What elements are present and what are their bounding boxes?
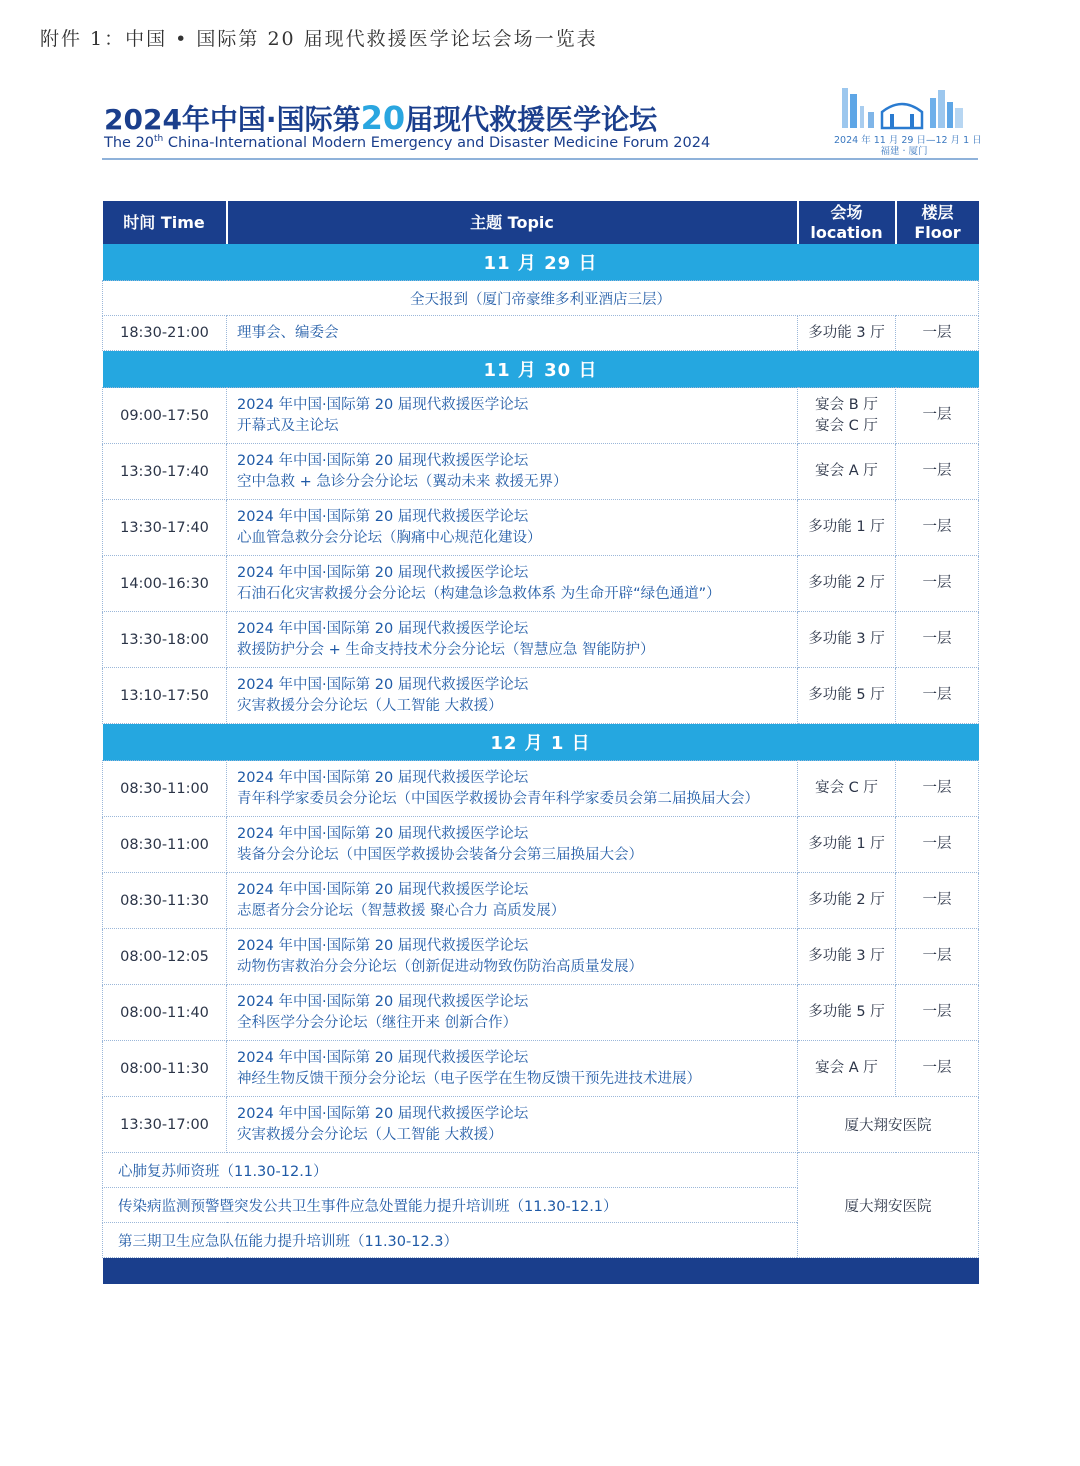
- venue-cell: 厦大翔安医院: [798, 1097, 979, 1153]
- training-cell: 心肺复苏师资班（11.30-12.1）: [103, 1153, 798, 1188]
- table-row: [103, 444, 979, 500]
- training-cell: 第三期卫生应急队伍能力提升培训班（11.30-12.3）: [103, 1223, 798, 1258]
- location-cell: 多功能 1 厅: [798, 817, 896, 873]
- location-cell: 多功能 5 厅: [798, 668, 896, 724]
- location-cell: 多功能 5 厅: [798, 985, 896, 1041]
- topic-cell: 2024 年中国·国际第 20 届现代救援医学论坛 空中急救 + 急诊分会分论坛（翼动未来 救援无界）: [227, 444, 798, 500]
- header-floor: 楼层 Floor: [896, 201, 979, 244]
- time-cell: 08:30-11:30: [103, 873, 227, 929]
- day-header: 12 月 1 日: [103, 724, 979, 761]
- time-cell: 13:10-17:50: [103, 668, 227, 724]
- banner-subtitle: The 20th China-International Modern Emergency and Disaster Medicine Forum 2024: [104, 134, 711, 151]
- floor-cell: 一层: [896, 612, 979, 668]
- location-cell: 宴会 A 厅: [798, 444, 896, 500]
- time-cell: 08:00-11:40: [103, 985, 227, 1041]
- table-row: [103, 281, 979, 316]
- location-cell: 多功能 3 厅: [798, 929, 896, 985]
- topic-cell: 2024 年中国·国际第 20 届现代救援医学论坛 神经生物反馈干预分会分论坛（电子医学在生物反馈干预先进技术进展）: [227, 1041, 798, 1097]
- topic-cell: 2024 年中国·国际第 20 届现代救援医学论坛 救援防护分会 + 生命支持技术分会分论坛（智慧应急 智能防护）: [227, 612, 798, 668]
- time-cell: 08:30-11:00: [103, 817, 227, 873]
- venue-cell: 厦大翔安医院: [798, 1153, 979, 1258]
- banner-place: 福建 · 厦门: [880, 146, 928, 157]
- topic-cell: 2024 年中国·国际第 20 届现代救援医学论坛 装备分会分论坛（中国医学救援协会装备分会第三届换届大会）: [227, 817, 798, 873]
- registration-cell: 全天报到（厦门帝豪维多利亚酒店三层）: [103, 281, 979, 316]
- time-cell: 13:30-17:40: [103, 500, 227, 556]
- location-cell: 多功能 2 厅: [798, 556, 896, 612]
- time-cell: 08:00-11:30: [103, 1041, 227, 1097]
- topic-cell: 2024 年中国·国际第 20 届现代救援医学论坛 心血管急救分会分论坛（胸痛中心规范化建设）: [227, 500, 798, 556]
- time-cell: 13:30-17:00: [103, 1097, 227, 1153]
- floor-cell: 一层: [896, 873, 979, 929]
- location-cell: 多功能 2 厅: [798, 873, 896, 929]
- topic-cell: 理事会、编委会: [227, 316, 798, 351]
- table-row: [103, 761, 979, 817]
- table-footer-bar: [103, 1258, 979, 1285]
- floor-cell: 一层: [896, 556, 979, 612]
- header-time: 时间 Time: [103, 201, 227, 244]
- floor-cell: 一层: [896, 1041, 979, 1097]
- table-row: [103, 500, 979, 556]
- floor-cell: 一层: [896, 761, 979, 817]
- time-cell: 09:00-17:50: [103, 388, 227, 444]
- time-cell: 13:30-18:00: [103, 612, 227, 668]
- floor-cell: 一层: [896, 985, 979, 1041]
- attachment-title: 附件 1：中国 • 国际第 20 届现代救援医学论坛会场一览表: [40, 28, 598, 50]
- table-row: [103, 668, 979, 724]
- location-cell: 宴会 B 厅 宴会 C 厅: [798, 388, 896, 444]
- floor-cell: 一层: [896, 316, 979, 351]
- location-cell: 多功能 3 厅: [798, 612, 896, 668]
- day-header: 11 月 30 日: [103, 351, 979, 388]
- forum-banner: [102, 82, 982, 160]
- time-cell: 08:30-11:00: [103, 761, 227, 817]
- topic-cell: 2024 年中国·国际第 20 届现代救援医学论坛 石油石化灾害救援分会分论坛（构建急诊急救体系 为生命开辟“绿色通道”）: [227, 556, 798, 612]
- day-header: 11 月 29 日: [103, 244, 979, 281]
- table-row: [103, 612, 979, 668]
- banner-date: 2024 年 11 月 29 日—12 月 1 日: [834, 135, 982, 146]
- floor-cell: 一层: [896, 500, 979, 556]
- time-cell: 14:00-16:30: [103, 556, 227, 612]
- table-row: [103, 316, 979, 351]
- time-cell: 18:30-21:00: [103, 316, 227, 351]
- training-cell: 传染病监测预警暨突发公共卫生事件应急处置能力提升培训班（11.30-12.1）: [103, 1188, 798, 1223]
- location-cell: 宴会 C 厅: [798, 761, 896, 817]
- time-cell: 13:30-17:40: [103, 444, 227, 500]
- topic-cell: 2024 年中国·国际第 20 届现代救援医学论坛 青年科学家委员会分论坛（中国医学救援协会青年科学家委员会第二届换届大会）: [227, 761, 798, 817]
- table-row: [103, 1153, 979, 1188]
- header-topic: 主题 Topic: [227, 201, 798, 244]
- floor-cell: 一层: [896, 929, 979, 985]
- location-cell: 宴会 A 厅: [798, 1041, 896, 1097]
- banner-title: 2024年中国·国际第20届现代救援医学论坛: [104, 99, 658, 137]
- topic-cell: 2024 年中国·国际第 20 届现代救援医学论坛 动物伤害救治分会分论坛（创新促进动物致伤防治高质量发展）: [227, 929, 798, 985]
- floor-cell: 一层: [896, 817, 979, 873]
- banner-divider: [102, 158, 978, 160]
- table-row: [103, 556, 979, 612]
- table-row: [103, 873, 979, 929]
- header-location: 会场 location: [798, 201, 896, 244]
- topic-cell: 2024 年中国·国际第 20 届现代救援医学论坛 灾害救援分会分论坛（人工智能 大救援）: [227, 1097, 798, 1153]
- floor-cell: 一层: [896, 668, 979, 724]
- table-row: [103, 1097, 979, 1153]
- location-cell: 多功能 3 厅: [798, 316, 896, 351]
- topic-cell: 2024 年中国·国际第 20 届现代救援医学论坛 开幕式及主论坛: [227, 388, 798, 444]
- table-row: [103, 985, 979, 1041]
- topic-cell: 2024 年中国·国际第 20 届现代救援医学论坛 全科医学分会分论坛（继往开来 创新合作）: [227, 985, 798, 1041]
- topic-cell: 2024 年中国·国际第 20 届现代救援医学论坛 灾害救援分会分论坛（人工智能 大救援）: [227, 668, 798, 724]
- xiamen-skyline-logo: [838, 84, 970, 130]
- table-row: [103, 1041, 979, 1097]
- table-row: [103, 929, 979, 985]
- time-cell: 08:00-12:05: [103, 929, 227, 985]
- location-cell: 多功能 1 厅: [798, 500, 896, 556]
- table-row: [103, 388, 979, 444]
- table-header: [103, 201, 979, 244]
- floor-cell: 一层: [896, 444, 979, 500]
- schedule-table: [102, 201, 979, 1284]
- floor-cell: 一层: [896, 388, 979, 444]
- table-row: [103, 817, 979, 873]
- topic-cell: 2024 年中国·国际第 20 届现代救援医学论坛 志愿者分会分论坛（智慧救援 聚心合力 高质发展）: [227, 873, 798, 929]
